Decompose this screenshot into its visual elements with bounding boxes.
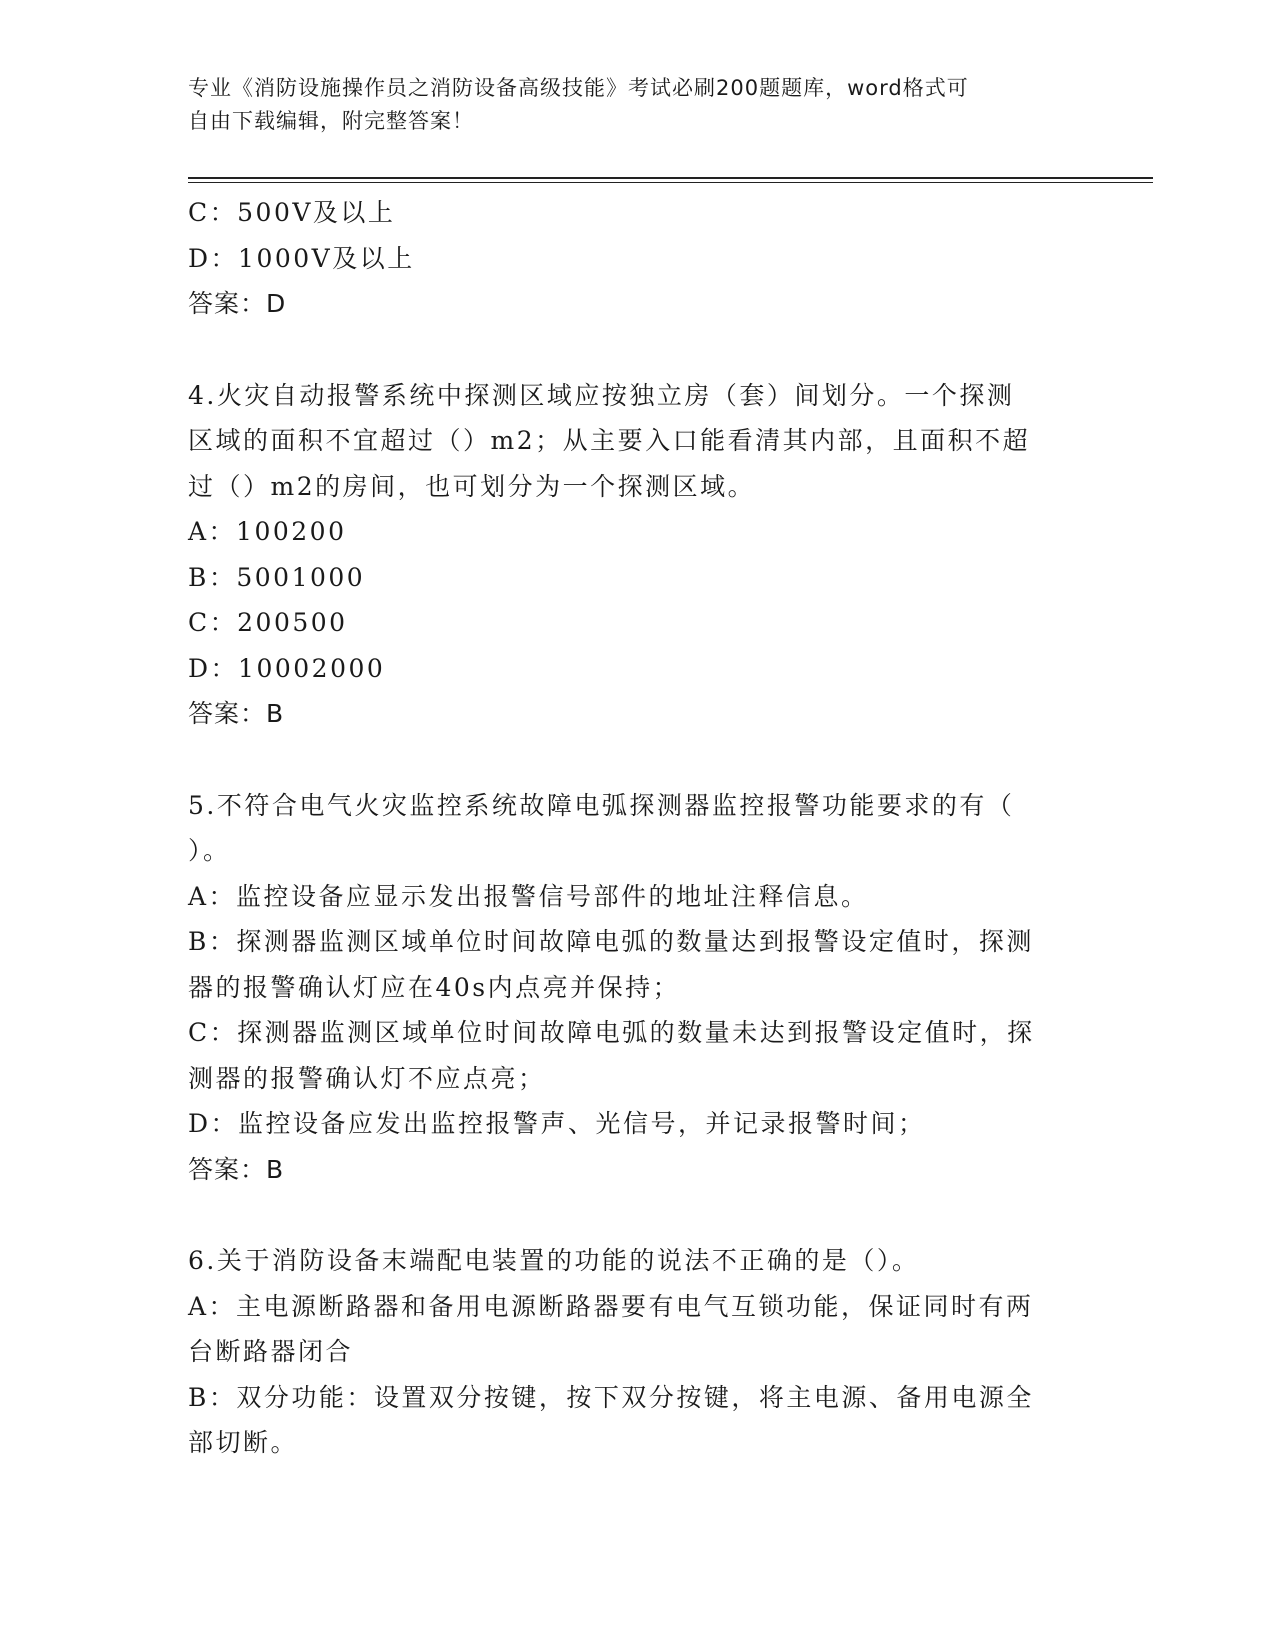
q5-stem-line-2: ）。 xyxy=(188,836,231,865)
header-line-1: 专业《消防设施操作员之消防设备高级技能》考试必刷200题题库，word格式可 xyxy=(188,76,969,100)
q4-option-c: C：200500 xyxy=(188,608,348,637)
q5-option-b-line-1: B：探测器监测区域单位时间故障电弧的数量达到报警设定值时，探测 xyxy=(188,927,1034,956)
q6-option-a-line-1: A：主电源断路器和备用电源断路器要有电气互锁功能，保证同时有两 xyxy=(188,1291,1034,1321)
q4-option-b: B：5001000 xyxy=(188,562,366,592)
page-header xyxy=(188,72,1068,138)
q4-stem-line-1: 4.火灾自动报警系统中探测区域应按独立房（套）间划分。一个探测 xyxy=(188,380,1015,410)
question-3-tail xyxy=(188,190,1078,327)
q3-option-c: C：500V及以上 xyxy=(188,198,396,227)
q5-answer: 答案：B xyxy=(188,1154,285,1184)
spacer xyxy=(188,1192,1078,1238)
q3-answer: 答案：D xyxy=(188,289,287,318)
document-body xyxy=(188,190,1078,1466)
q4-stem-line-2: 区域的面积不宜超过（）m2；从主要入口能看清其内部，且面积不超 xyxy=(188,426,1031,455)
q5-option-c-line-1: C：探测器监测区域单位时间故障电弧的数量未达到报警设定值时，探 xyxy=(188,1018,1035,1047)
q6-option-b-line-2: 部切断。 xyxy=(188,1428,299,1457)
q5-option-d: D：监控设备应发出监控报警声、光信号，并记录报警时间； xyxy=(188,1109,926,1138)
q5-option-b-line-2: 器的报警确认灯应在40s内点亮并保持； xyxy=(188,972,681,1002)
header-line-2: 自由下载编辑，附完整答案！ xyxy=(188,109,474,133)
q5-option-c-line-2: 测器的报警确认灯不应点亮； xyxy=(188,1063,546,1093)
q3-option-d: D：1000V及以上 xyxy=(188,243,415,273)
q4-answer: 答案：B xyxy=(188,699,285,728)
question-4 xyxy=(188,373,1078,737)
q6-option-b-line-1: B：双分功能：设置双分按键，按下双分按键，将主电源、备用电源全 xyxy=(188,1382,1034,1412)
q4-option-d: D：10002000 xyxy=(188,653,386,683)
q6-stem-line-1: 6.关于消防设备末端配电装置的功能的说法不正确的是（）。 xyxy=(188,1246,920,1275)
q4-stem-line-3: 过（）m2的房间，也可划分为一个探测区域。 xyxy=(188,471,756,501)
q5-stem-line-1: 5.不符合电气火灾监控系统故障电弧探测器监控报警功能要求的有（ xyxy=(188,790,1015,820)
header-divider xyxy=(188,177,1153,183)
spacer xyxy=(188,737,1078,783)
question-6 xyxy=(188,1238,1078,1466)
q6-option-a-line-2: 台断路器闭合 xyxy=(188,1337,354,1366)
question-5 xyxy=(188,783,1078,1193)
spacer xyxy=(188,327,1078,373)
q5-option-a: A：监控设备应显示发出报警信号部件的地址注释信息。 xyxy=(188,881,869,911)
q4-option-a: A：100200 xyxy=(188,517,347,546)
